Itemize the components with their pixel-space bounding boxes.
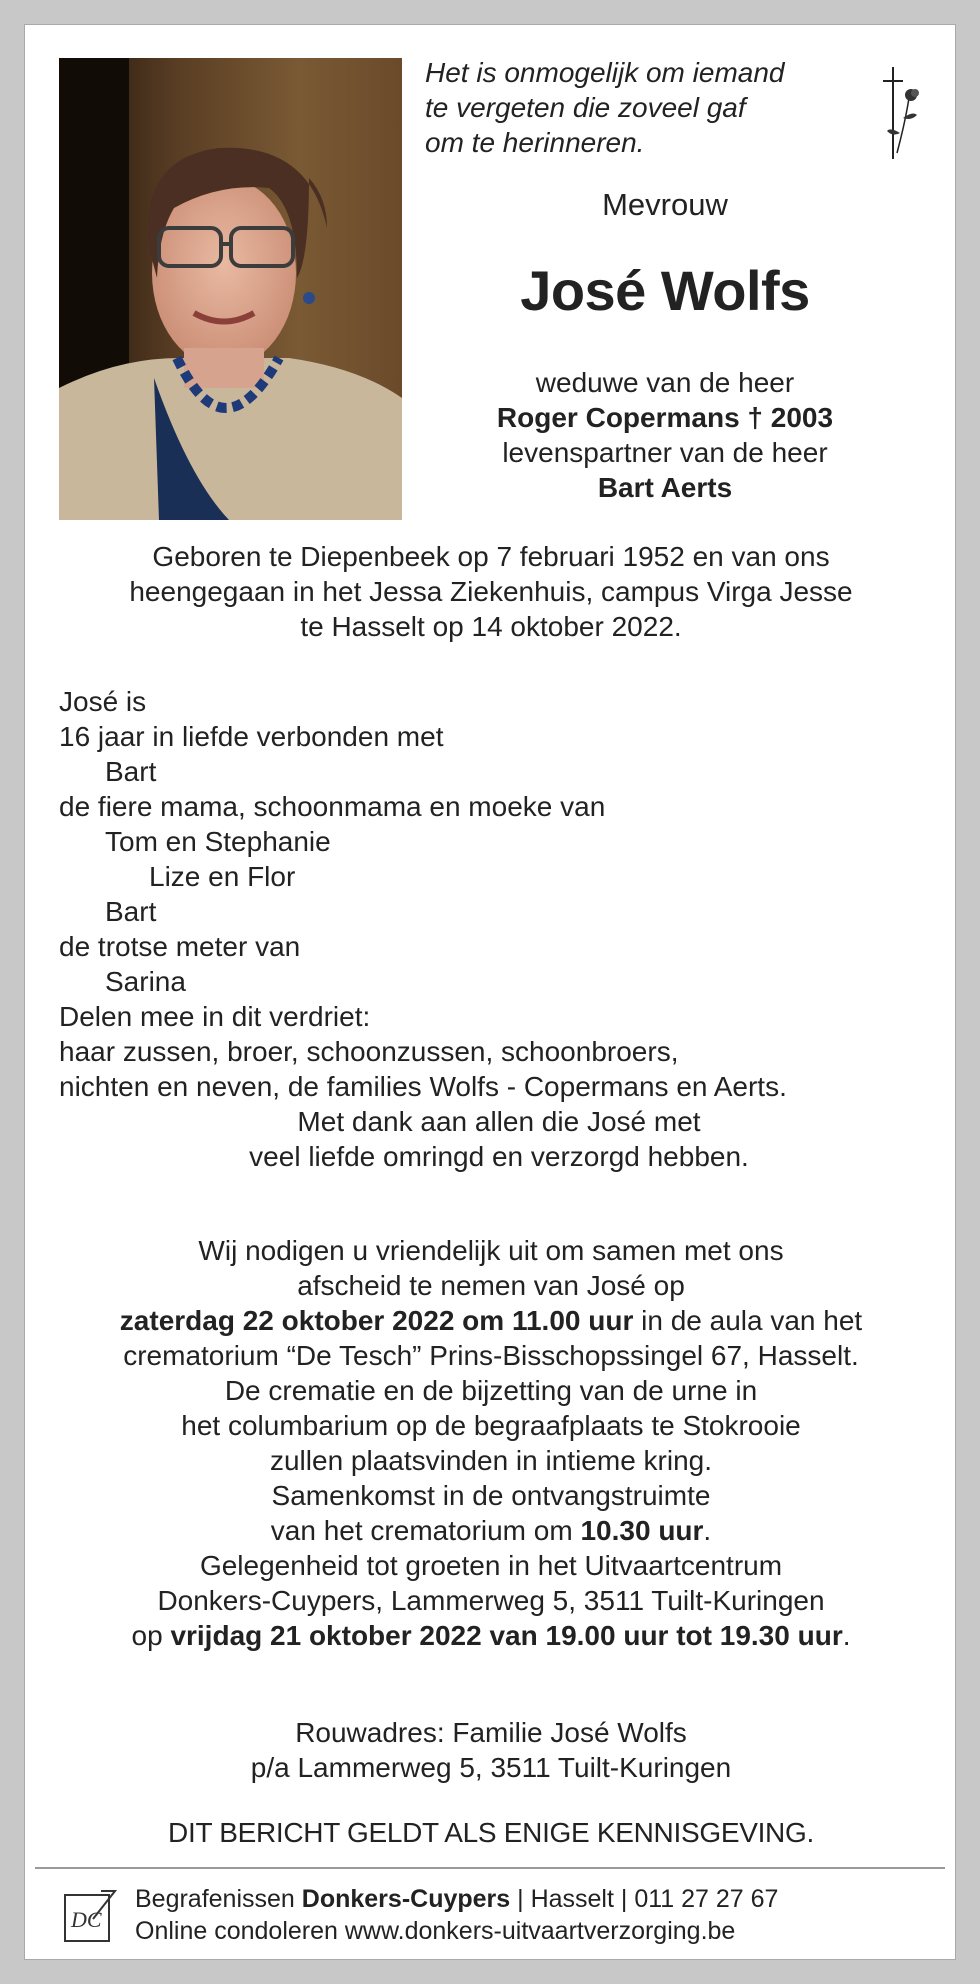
family-line: de fiere mama, schoonmama en moeke van [59, 791, 606, 822]
spouse-name: Roger Copermans † 2003 [496, 402, 834, 433]
thanks-line: veel liefde omringd en verzorgd hebben. [249, 1141, 749, 1172]
footer-divider [35, 1867, 945, 1869]
portrait-photo [59, 58, 402, 520]
quote-line: Het is onmogelijk om iemand [425, 57, 785, 88]
family-line: 16 jaar in liefde verbonden met [59, 721, 444, 752]
ceremony-line: het columbarium op de begraafplaats te Stokrooie [181, 1410, 801, 1441]
family-member: Sarina [105, 966, 186, 997]
memorial-quote [425, 55, 845, 160]
funeral-home-logo [63, 1889, 117, 1945]
family-block [59, 684, 939, 1174]
mourning-address [55, 1715, 927, 1785]
relation-line: levenspartner van de heer [502, 437, 828, 468]
quote-line: om te herinneren. [425, 127, 645, 158]
family-line: nichten en neven, de families Wolfs - Copermans en Aerts. [59, 1071, 787, 1102]
family-member: Lize en Flor [149, 861, 296, 892]
ceremony-date-line: zaterdag 22 oktober 2022 om 11.00 uur in de aula van het [119, 1305, 863, 1336]
ceremony-line: De crematie en de bijzetting van de urne in [224, 1375, 758, 1406]
partner-name: Bart Aerts [597, 472, 733, 503]
family-member: Bart [105, 896, 157, 927]
ceremony-line: zullen plaatsvinden in intieme kring. [269, 1445, 713, 1476]
ceremony-line: Donkers-Cuypers, Lammerweg 5, 3511 Tuilt-Kuringen [157, 1585, 825, 1616]
family-line: Delen mee in dit verdriet: [59, 1001, 371, 1032]
logo-letters: DC [71, 1907, 102, 1932]
notice-text: DIT BERICHT GELDT ALS ENIGE KENNISGEVING. [168, 1817, 814, 1848]
ceremony-block [35, 1233, 947, 1653]
portrait-image [59, 58, 402, 520]
family-line: haar zussen, broer, schoonzussen, schoonbroers, [59, 1036, 679, 1067]
deceased-name: José Wolfs [520, 259, 810, 322]
funeral-home-footer [135, 1883, 778, 1947]
relations-block [405, 365, 925, 505]
gathering-time-line: van het crematorium om 10.30 uur. [270, 1515, 712, 1546]
thanks-line: Met dank aan allen die José met [297, 1106, 701, 1137]
honorific: Mevrouw [602, 187, 728, 222]
visitation-line: op vrijdag 21 oktober 2022 van 19.00 uur tot 19.30 uur. [131, 1620, 851, 1651]
family-line: de trotse meter van [59, 931, 301, 962]
quote-line: te vergeten die zoveel gaf [425, 92, 746, 123]
obituary-card [24, 24, 956, 1960]
born-line: heengegaan in het Jessa Ziekenhuis, campus Virga Jesse [129, 576, 853, 607]
birth-death-block [55, 539, 927, 644]
ceremony-line: Samenkomst in de ontvangstruimte [271, 1480, 711, 1511]
cross-with-rose-icon [875, 63, 935, 163]
funeral-home-line: Begrafenissen Donkers-Cuypers | Hasselt | 011 27 27 67 [135, 1885, 779, 1913]
condolence-website[interactable]: Online condoleren www.donkers-uitvaartverzorging.be [135, 1917, 736, 1945]
family-line: José is [59, 686, 147, 717]
family-member: Bart [105, 756, 157, 787]
relation-line: weduwe van de heer [535, 367, 795, 398]
born-line: te Hasselt op 14 oktober 2022. [300, 611, 682, 642]
address-line: p/a Lammerweg 5, 3511 Tuilt-Kuringen [250, 1752, 732, 1783]
ceremony-line: Wij nodigen u vriendelijk uit om samen met ons [198, 1235, 784, 1266]
family-member: Tom en Stephanie [105, 826, 331, 857]
born-line: Geboren te Diepenbeek op 7 februari 1952 en van ons [152, 541, 830, 572]
ceremony-line: Gelegenheid tot groeten in het Uitvaartcentrum [199, 1550, 783, 1581]
ceremony-line: crematorium “De Tesch” Prins-Bisschopssingel 67, Hasselt. [123, 1340, 859, 1371]
address-line: Rouwadres: Familie José Wolfs [295, 1717, 687, 1748]
ceremony-line: afscheid te nemen van José op [297, 1270, 685, 1301]
